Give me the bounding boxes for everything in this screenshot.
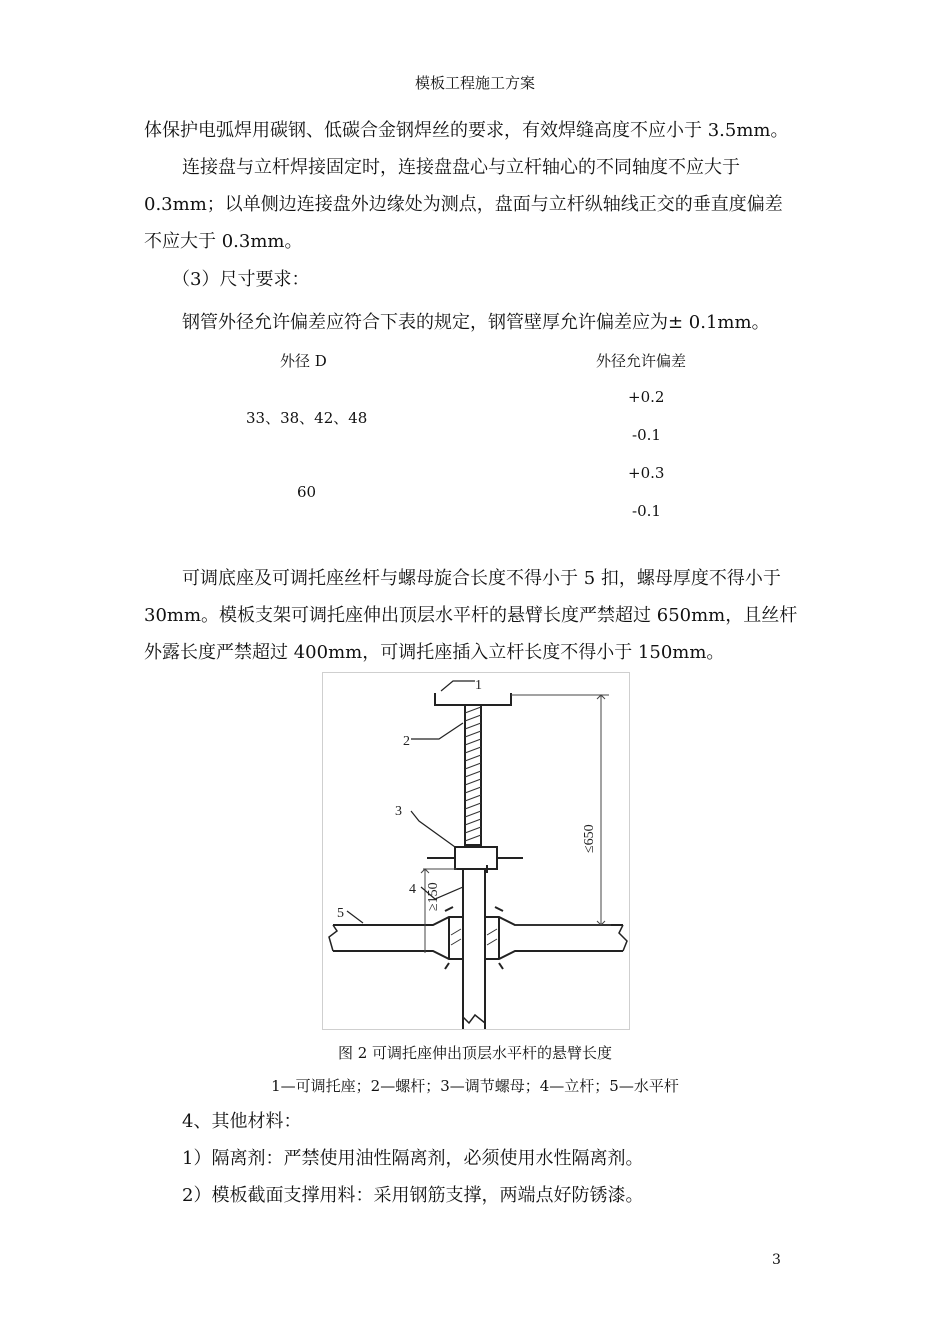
paragraph-line: 钢管外径允许偏差应符合下表的规定，钢管壁厚允许偏差应为± 0.1mm。 [182, 312, 770, 333]
support-diagram-drawing [323, 673, 629, 1029]
section-heading: （3）尺寸要求： [172, 269, 310, 290]
dimension-650-label: ≤650 [582, 824, 597, 853]
table-header-diameter: 外径 D [280, 352, 327, 370]
dimension-150-label: ≥150 [426, 882, 441, 911]
paragraph-line: 不应大于 0.3mm。 [144, 231, 303, 252]
table-cell-tolerance-minus: -0.1 [632, 502, 661, 520]
figure-caption: 图 2 可调托座伸出顶层水平杆的悬臂长度 [337, 1044, 613, 1062]
table-cell-diameter: 33、38、42、48 [246, 409, 368, 427]
paragraph-line: 体保护电弧焊用碳钢、低碳合金钢焊丝的要求，有效焊缝高度不应小于 3.5mm。 [144, 120, 789, 141]
paragraph-line: 连接盘与立杆焊接固定时，连接盘盘心与立杆轴心的不同轴度不应大于 [182, 157, 740, 178]
label-4: 4 [409, 882, 416, 897]
table-header-tolerance: 外径允许偏差 [596, 352, 687, 370]
label-5: 5 [337, 906, 344, 921]
label-1: 1 [475, 678, 482, 693]
table-cell-tolerance-plus: +0.2 [628, 388, 665, 406]
page-number: 3 [772, 1252, 781, 1268]
paragraph-line: 30mm。模板支架可调托座伸出顶层水平杆的悬臂长度严禁超过 650mm，且丝杆 [144, 605, 798, 626]
figure-legend: 1—可调托座；2—螺杆；3—调节螺母；4—立杆；5—水平杆 [271, 1077, 679, 1095]
list-item: 2）模板截面支撑用料：采用钢筋支撑，两端点好防锈漆。 [182, 1185, 644, 1206]
page-header: 模板工程施工方案 [414, 74, 535, 92]
label-3: 3 [395, 804, 402, 819]
section-heading: 4、其他材料： [182, 1111, 302, 1132]
table-cell-tolerance-minus: -0.1 [632, 426, 661, 444]
paragraph-line: 可调底座及可调托座丝杆与螺母旋合长度不得小于 5 扣，螺母厚度不得小于 [182, 568, 781, 589]
table-cell-diameter: 60 [297, 483, 317, 501]
paragraph-line: 外露长度严禁超过 400mm，可调托座插入立杆长度不得小于 150mm。 [144, 642, 725, 663]
label-2: 2 [403, 734, 410, 749]
table-cell-tolerance-plus: +0.3 [628, 464, 665, 482]
support-diagram [322, 672, 630, 1030]
list-item: 1）隔离剂：严禁使用油性隔离剂，必须使用水性隔离剂。 [182, 1148, 644, 1169]
paragraph-line: 0.3mm；以单侧边连接盘外边缘处为测点，盘面与立杆纵轴线正交的垂直度偏差 [144, 194, 783, 215]
